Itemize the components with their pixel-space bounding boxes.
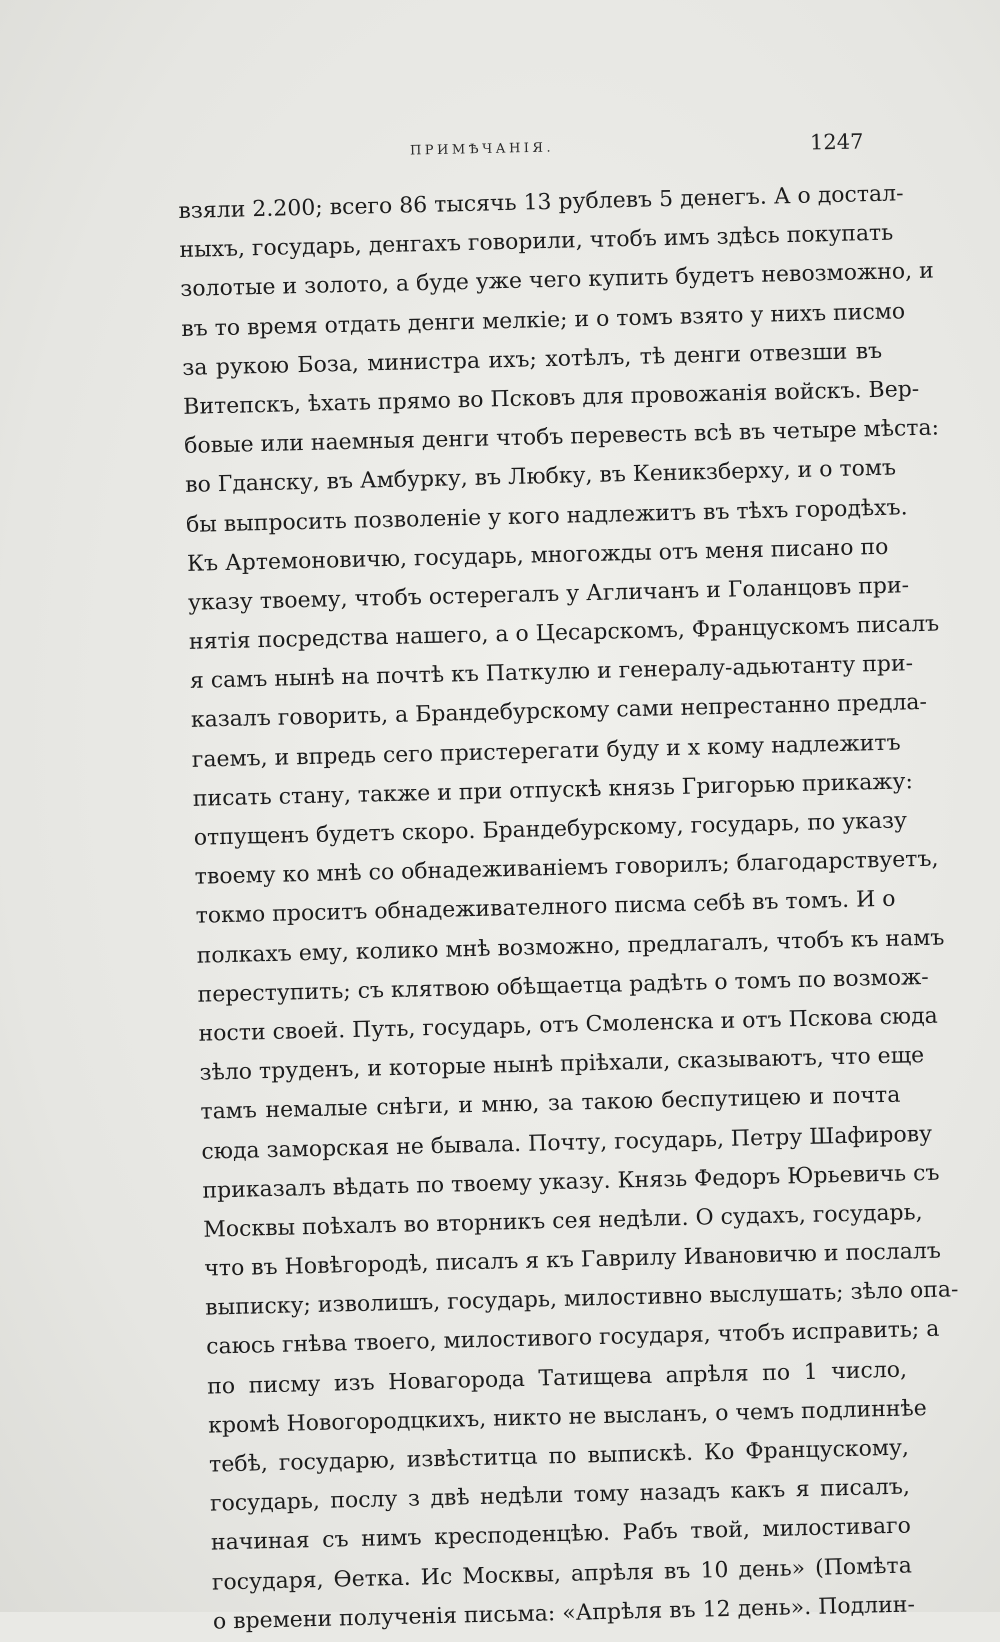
text-line: Витепскъ, ѣхать прямо во Псковъ для провожанія войскъ. Вер- [182,376,920,420]
text-line: зѣло труденъ, и которые нынѣ пріѣхали, сказываютъ, что еще [199,1043,925,1086]
text-line: сюда заморская не бывала. Почту, государь, Петру Шафирову [201,1121,933,1165]
text-line: о времени полученія письма: «Апрѣля въ 12 день». Подлин- [212,1592,916,1635]
text-line: тебѣ, государю, извѣститца по выпискѣ. Ко Францускому, [208,1435,910,1478]
page-number: 1247 [809,129,864,155]
body-text [178,175,959,1642]
text-line: гаемъ, и впредь сего пристерегати буду и х кому надлежитъ [191,730,901,773]
text-line: казалъ говорить, а Брандебурскому сами непрестанно предла- [190,690,928,734]
text-line: начиная съ нимъ кресподенцѣю. Рабъ твой, милостиваго [210,1513,912,1556]
text-line: указу твоему, чтобъ остерегалъ у Агличанъ и Голанцовъ при- [187,573,910,616]
text-line: Москвы поѣхалъ во вторникъ сея недѣли. О судахъ, государь, [203,1199,923,1243]
text-line: твоему ко мнѣ со обнадеживаніемъ говорилъ; благодарствуетъ, [194,846,939,890]
text-line: писать стану, также и при отпускѣ князь Григорью прикажу: [192,769,914,812]
text-line: во Гданску, въ Амбурку, въ Любку, въ Кеникзберху, и о томъ [184,455,897,499]
text-line: токмо проситъ обнадеживателного писма себѣ въ томъ. И о [195,887,896,930]
text-line: кромѣ Новогородцкихъ, никто не высланъ, о чемъ подлиннѣе [207,1395,928,1439]
text-line: выписку; изволишъ, государь, милостивно выслушать; зѣло опа- [204,1277,959,1321]
text-line: переступить; съ клятвою обѣщаетца радѣть о томъ по возмож- [197,964,929,1008]
text-line: Къ Артемоновичю, государь, многожды отъ меня писано по [186,534,889,577]
text-line: саюсь гнѣва твоего, милостивого государя, чтобъ исправить; а [205,1317,940,1361]
text-line: что въ Новѣгородѣ, писалъ я къ Гаврилу Ивановичю и послалъ [204,1238,942,1282]
text-line: приказалъ вѣдать по твоему указу. Князь Федоръ Юрьевичь съ [202,1160,940,1204]
text-line: государь, послу з двѣ недѣли тому назадъ какъ я писалъ, [209,1474,911,1517]
running-title: ПРИМѢЧАНІЯ. [409,140,555,159]
text-line: я самъ нынѣ на почтѣ къ Паткулю и генералу-адьютанту при- [189,651,914,695]
text-line: ныхъ, государь, денгахъ говорили, чтобъ имъ здѣсь покупать [179,220,894,264]
text-line: въ то время отдать денги мелкіе; и о томъ взято у нихъ писмо [181,298,906,342]
text-line: тамъ немалые снѣги, и мню, за такою беспутицею и почта [200,1082,901,1126]
text-line: бы выпросить позволеніе у кого надлежитъ въ тѣхъ городѣхъ. [185,494,908,538]
text-line: золотые и золото, а буде уже чего купить будетъ невозможно, и [180,258,935,303]
text-line: полкахъ ему, колико мнѣ возможно, предлагалъ, чтобъ къ намъ [196,925,945,969]
text-line: государя, Ѳетка. Ис Москвы, апрѣля въ 10 день» (Помѣта [211,1553,913,1596]
text-line: взяли 2.200; всего 86 тысячь 13 рублевъ 5 денегъ. А о достал- [178,181,904,224]
text-line: ности своей. Путь, государь, отъ Смоленска и отъ Пскова сюда [198,1003,938,1047]
text-line: нятія посредства нашего, а о Цесарскомъ, Францускомъ писалъ [188,611,940,655]
text-line: бовые или наемныя денги чтобъ перевесть всѣ въ четыре мѣста: [183,415,940,460]
text-line: по писму изъ Новагорода Татищева апрѣля по 1 число, [206,1357,908,1400]
text-line: за рукою Боза, министра ихъ; хотѣлъ, тѣ денги отвезши въ [182,338,883,381]
text-line: отпущенъ будетъ скоро. Брандебурскому, государь, по указу [193,808,908,851]
